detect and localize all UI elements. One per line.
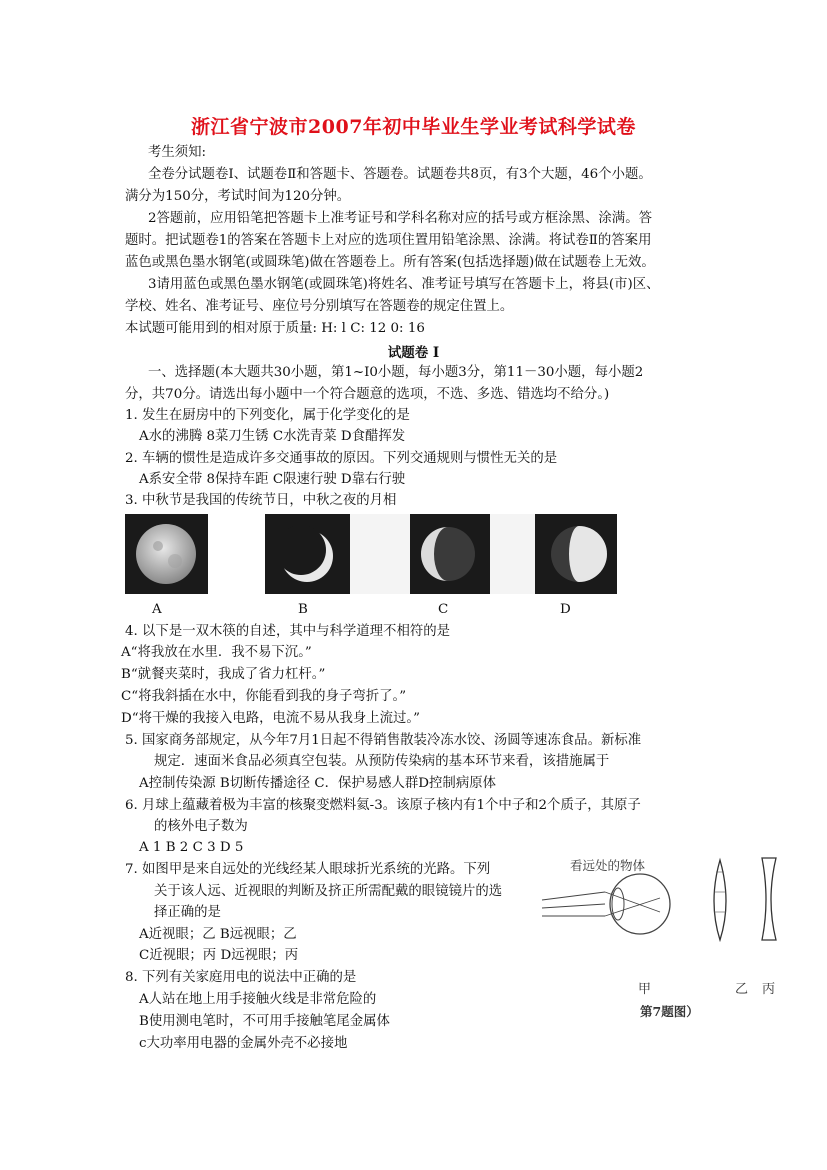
light-gap: [490, 514, 535, 594]
section-intro: 一、选择题(本大题共30小题，第1~I0小题，每小题3分，第11－30小题，每小题2: [148, 365, 644, 380]
question-3-stem: 3. 中秋节是我国的传统节日，中秋之夜的月相: [125, 493, 397, 508]
question-2-stem: 2. 车辆的惯性是造成许多交通事故的原因。下列交通规则与惯性无关的是: [125, 451, 558, 466]
question-7-stem: 择正确的是: [154, 905, 221, 920]
figure-label-jia: 甲: [638, 982, 652, 997]
eye-figure: [540, 852, 790, 982]
question-4-option-b: B“就餐夹菜时，我成了省力杠杆。”: [121, 667, 326, 682]
question-6-stem: 的核外电子数为: [154, 819, 248, 834]
question-7-stem: 关于该人远、近视眼的判断及挤正所需配戴的眼镜镜片的选: [154, 884, 503, 899]
question-1-stem: 1. 发生在厨房中的下列变化，属于化学变化的是: [125, 408, 410, 423]
notice-line: 全卷分试题卷Ⅰ、试题卷Ⅱ和答题卡、答题卷。试题卷共8页，有3个大题，46个小题。: [148, 167, 652, 182]
question-8-stem: 8. 下列有关家庭用电的说法中正确的是: [125, 970, 357, 985]
section-intro: 分，共70分。请选出每小题中一个符合题意的选项，不选、多选、错选均不给分。): [125, 387, 610, 402]
question-4-option-c: C“将我斜插在水中，你能看到我的身子弯折了。”: [121, 689, 407, 704]
question-2-options: A系安全带 8保持车距 C限速行驶 D靠右行驶: [139, 472, 406, 487]
moon-gibbous-image: [535, 514, 617, 594]
page-title: 浙江省宁波市2007年初中毕业生学业考试科学试卷: [191, 116, 636, 138]
moon-label-c: C: [438, 602, 449, 617]
figure-label-yi: 乙: [735, 982, 749, 997]
question-8-option-a: A人站在地上用手接触火线是非常危险的: [139, 992, 377, 1007]
question-7-options: A近视眼；乙 B远视眼；乙: [139, 927, 297, 942]
moon-label-d: D: [560, 602, 571, 617]
question-5-options: A控制传染源 B切断传播途径 C．保护易感人群D控制病原体: [139, 776, 496, 791]
question-5-stem: 5. 国家商务部规定，从今年7月1日起不得销售散装冷冻水饺、汤圆等速冻食品。新标准: [125, 733, 642, 748]
question-1-options: A水的沸腾 8菜刀生锈 C水洗青菜 D食醋挥发: [139, 429, 406, 444]
question-8-option-b: B使用测电笔时，不可用手接触笔尾金属体: [139, 1014, 390, 1029]
moon-full-image: [125, 514, 208, 594]
notice-line: 2答题前，应用铅笔把答题卡上准考证号和学科名称对应的括号或方框涂黑、涂满。答: [148, 211, 652, 226]
question-5-stem: 规定．速面米食品必须真空包装。从预防传染病的基本环节来看，该措施属于: [154, 754, 610, 769]
question-7-options: C近视眼；丙 D远视眼；丙: [139, 948, 299, 963]
atomic-mass-note: 本试题可能用到的相对原于质量: H: l C: 12 0: 16: [125, 321, 425, 336]
notice-line: 学校、姓名、准考证号、座位号分别填写在答题卷的规定住置上。: [125, 299, 514, 314]
moon-phase-figure: [125, 514, 617, 594]
section-title: 试题卷 I: [387, 345, 440, 361]
question-6-options: A 1 B 2 C 3 D 5: [139, 840, 244, 855]
moon-label-b: B: [298, 602, 308, 617]
notice-line: 3请用蓝色或黑色墨水钢笔(或圆珠笔)将姓名、准考证号填写在答题卡上，将县(市)区、: [148, 277, 660, 292]
notice-line: 满分为150分，考试时间为120分钟。: [125, 189, 351, 204]
question-8-option-c: c大功率用电器的金属外壳不必接地: [139, 1036, 348, 1051]
moon-label-a: A: [152, 602, 162, 617]
question-4-stem: 4. 以下是一双木筷的自述，其中与科学道理不相符的是: [125, 624, 451, 639]
figure-top-label: 看远处的物体: [570, 858, 646, 873]
notice-line: 蓝色或黑色墨水钢笔(或圆珠笔)做在答题卷上。所有答案(包括选择题)做在试题卷上无效。: [125, 255, 655, 270]
question-7-stem: 7. 如图甲是来自远处的光线经某人眼球折光系统的光路。下列: [125, 862, 491, 877]
light-gap: [350, 514, 410, 594]
notice-heading: 考生须知:: [148, 145, 207, 160]
figure-label-bing: 丙: [762, 982, 776, 997]
question-6-stem: 6. 月球上蕴藏着极为丰富的核聚变燃料氦-3。该原子核内有1个中子和2个质子，其原子: [125, 798, 641, 813]
moon-crescent-image: [265, 514, 350, 594]
figure-caption: 第7题图）: [640, 1004, 699, 1019]
moon-half-image: [410, 514, 490, 594]
question-4-option-d: D“将干燥的我接入电路，电流不易从我身上流过。”: [121, 711, 420, 726]
notice-line: 题时。把试题卷1的答案在答题卡上对应的选项住置用铅笔涂黑、涂满。将试卷Ⅱ的答案用: [125, 233, 652, 248]
question-4-option-a: A“将我放在水里．我不易下沉。”: [121, 645, 312, 660]
